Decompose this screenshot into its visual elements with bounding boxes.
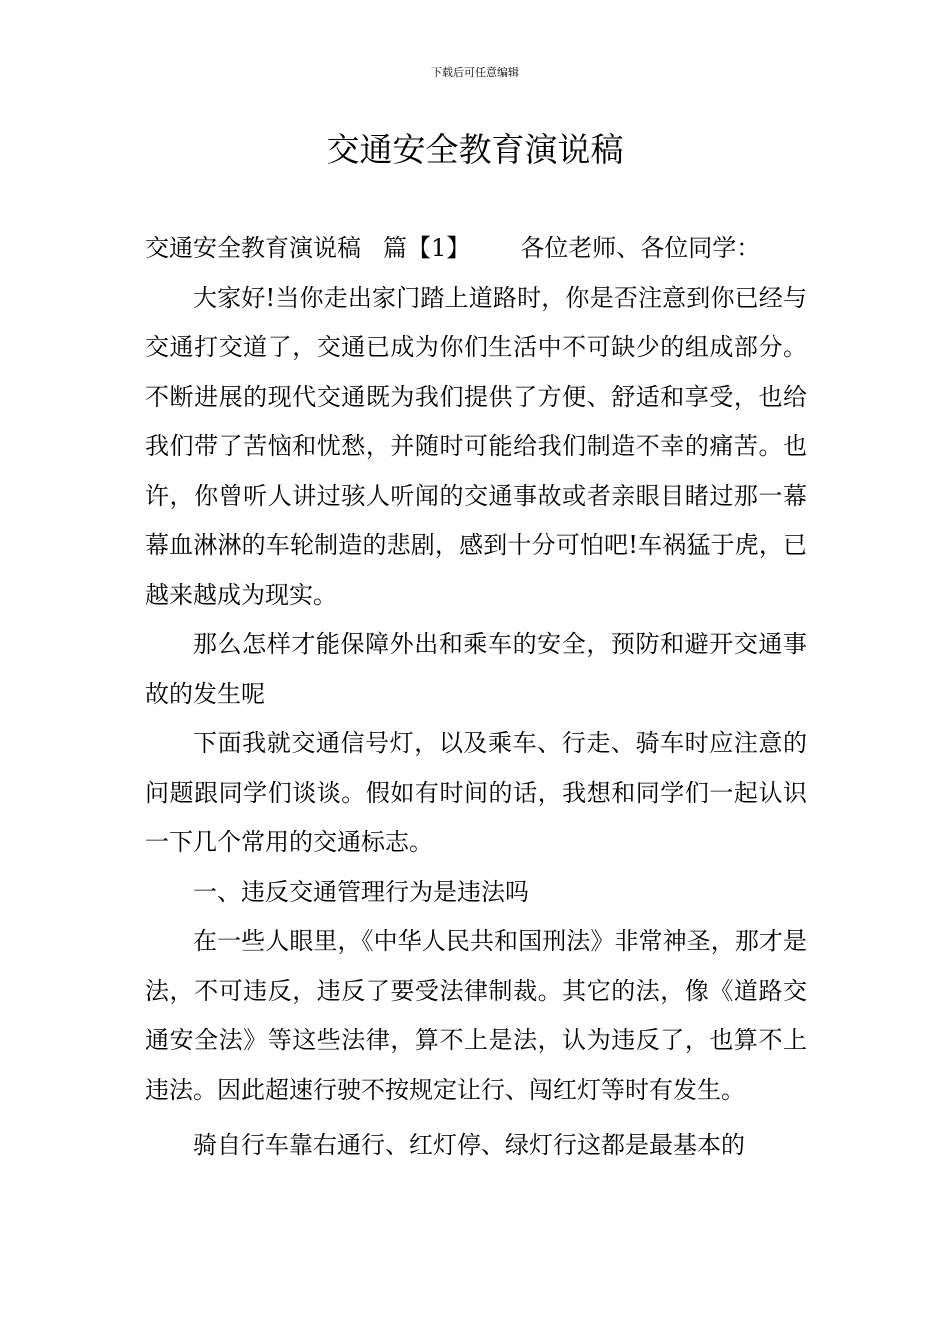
- paragraph-1: 大家好!当你走出家门踏上道路时，你是否注意到你已经与交通打交道了，交通已成为你们生活中不可缺少的组成部分。不断进展的现代交通既为我们提供了方便、舒适和享受，也给我们带了苦恼和忧愁，并随时可能给我们制造不幸的痛苦。也许，你曾听人讲过骇人听闻的交通事故或者亲眼目睹过那一幕幕血淋淋的车轮制造的悲剧，感到十分可怕吧!车祸猛于虎，已越来越成为现实。: [145, 283, 807, 609]
- document-body: [145, 224, 807, 1171]
- paragraph-2: 那么怎样才能保障外出和乘车的安全，预防和避开交通事故的发生呢: [145, 630, 807, 708]
- paragraph-3: 下面我就交通信号灯，以及乘车、行走、骑车时应注意的问题跟同学们谈谈。假如有时间的话，我想和同学们一起认识一下几个常用的交通标志。: [145, 729, 807, 856]
- intro-greeting: 各位老师、各位同学：: [520, 234, 761, 262]
- document-title: 交通安全教育演说稿: [326, 130, 624, 169]
- paragraph-5: 骑自行车靠右通行、红灯停、绿灯行这都是最基本的: [193, 1131, 745, 1159]
- intro-doc-name: 交通安全教育演说稿: [145, 234, 361, 262]
- intro-section: 篇【1】: [383, 234, 471, 262]
- section-heading-1: 一、违反交通管理行为是违法吗: [193, 877, 529, 906]
- intro-line: [145, 224, 807, 274]
- paragraph-4: 在一些人眼里，《中华人民共和国刑法》非常神圣，那才是法，不可违反，违反了要受法律制裁。其它的法，像《道路交通安全法》等这些法律，算不上是法，认为违反了，也算不上违法。因此超速行驶不按规定让行、闯红灯等时有发生。: [145, 927, 807, 1104]
- header-note: 下载后可任意编辑: [431, 66, 519, 79]
